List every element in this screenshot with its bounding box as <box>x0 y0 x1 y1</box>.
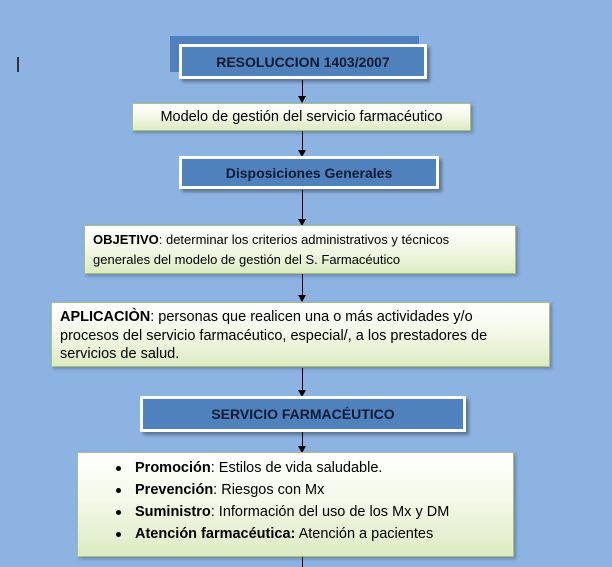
servicio-box <box>140 396 466 432</box>
aplicacion-line-1 <box>60 308 549 327</box>
servicio-items-box <box>77 452 514 557</box>
servicio-items-list <box>78 457 513 545</box>
aplicacion-line-3: servicios de salud. <box>60 346 180 362</box>
disposiciones-box <box>179 156 439 189</box>
item-label: Prevención <box>135 482 214 498</box>
arrow-6 <box>302 432 303 452</box>
objetivo-line-1 <box>93 230 515 250</box>
arrow-2 <box>302 131 303 156</box>
arrow-1 <box>302 80 303 102</box>
modelo-box <box>132 103 471 131</box>
objetivo-text: : determinar los criterios administrativos y técnicos <box>158 232 450 247</box>
item-label: Atención farmacéutica: <box>135 526 296 542</box>
objetivo-label: OBJETIVO <box>93 232 159 247</box>
arrow-5 <box>302 368 303 396</box>
aplicacion-box <box>51 302 550 367</box>
aplicacion-text: : personas que realicen una o más actividades y/o <box>150 309 473 325</box>
title-text: RESOLUCCION 1403/2007 <box>216 53 390 70</box>
modelo-text: Modelo de gestión del servicio farmacéutico <box>160 109 443 125</box>
aplicacion-label: APLICACIÒN <box>60 309 151 325</box>
objetivo-box <box>84 225 516 274</box>
text-cursor <box>17 57 19 72</box>
objetivo-line-2: generales del modelo de gestión del S. Farmacéutico <box>93 252 401 267</box>
item-label: Promoción <box>135 460 211 476</box>
item-text: : Información del uso de los Mx y DM <box>210 504 450 520</box>
connector-bottom <box>302 557 303 567</box>
list-item <box>78 479 513 501</box>
arrow-4 <box>302 274 303 301</box>
item-text: : Estilos de vida saludable. <box>210 460 383 476</box>
item-text: : Riesgos con Mx <box>213 482 325 498</box>
item-text: Atención a pacientes <box>295 526 434 542</box>
list-item <box>78 523 513 545</box>
aplicacion-line-2: procesos del servicio farmacéutico, especial/, a los prestadores de <box>60 327 488 344</box>
servicio-text: SERVICIO FARMACÉUTICO <box>211 406 395 422</box>
disposiciones-text: Disposiciones Generales <box>225 164 393 181</box>
title-box <box>179 44 427 79</box>
list-item <box>78 501 513 523</box>
arrow-3 <box>302 190 303 225</box>
list-item <box>78 457 513 479</box>
item-label: Suministro <box>135 504 211 520</box>
